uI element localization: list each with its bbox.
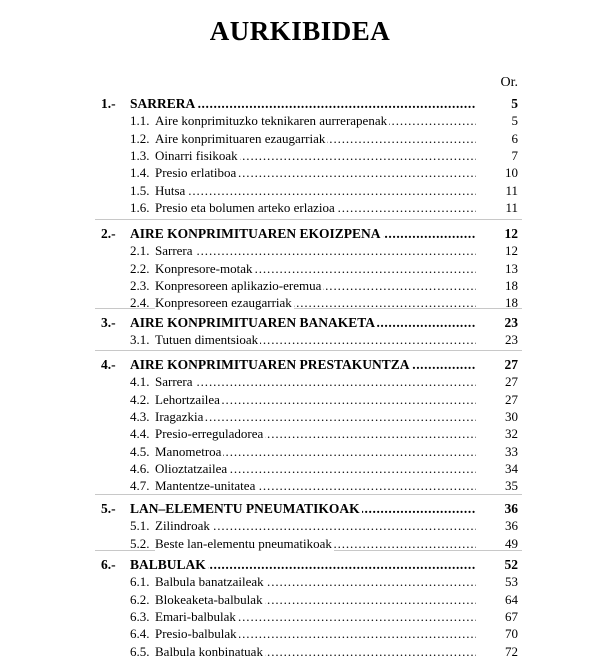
entry-page-number: 49 [505,535,518,551]
entry-page-number: 18 [505,277,518,293]
entry-title: Emari-balbulak [155,608,236,624]
entry-page-number: 11 [505,182,518,198]
entry-title-leader [155,164,476,181]
entry-number: 6.5. [130,643,150,659]
entry-title-leader [155,112,476,129]
entry-page-number: 23 [504,315,518,330]
entry-title: Balbula konbinatuak [155,643,263,659]
entry-title: BALBULAK [130,557,206,572]
toc-section-row[interactable] [0,242,600,259]
toc-chapter-row[interactable] [0,95,600,112]
entry-title-leader [130,356,476,373]
entry-title: Hutsa [155,182,186,198]
entry-page-number: 67 [505,608,518,624]
entry-number: 1.6. [130,199,150,215]
entry-page-number: 70 [505,626,518,642]
entry-title: Presio eta bolumen arteko erlazioa [155,199,335,215]
entry-title-leader [130,225,476,242]
entry-title-leader [130,556,476,573]
entry-page-number: 27 [505,374,518,390]
entry-title: Blokeaketa-balbulak [155,591,263,607]
entry-page-number: 27 [505,391,518,407]
entry-title-leader [155,643,476,660]
entry-page-number: 27 [504,357,518,372]
entry-number: 6.3. [130,608,150,624]
toc-section-row[interactable] [0,331,600,348]
entry-title: Presio-balbulak [155,626,237,642]
entry-title-leader [130,314,476,331]
entry-title: Mantentze-unitatea [155,478,256,494]
entry-title: Aire konprimituzko teknikaren aurrerapenak [155,113,388,129]
entry-title: Tutuen dimentsioak [155,332,259,348]
toc-section-row[interactable] [0,517,600,534]
entry-title-leader [155,408,476,425]
entry-page-number: 34 [505,460,518,476]
entry-page-number: 5 [511,96,518,111]
toc-section-row[interactable] [0,425,600,442]
entry-title-leader [155,147,476,164]
entry-title: Konpresoreen aplikazio-eremua [155,277,322,293]
entry-number: 6.1. [130,574,150,590]
entry-title: AIRE KONPRIMITUAREN BANAKETA [130,315,376,330]
entry-number: 5.1. [130,518,150,534]
entry-page-number: 11 [505,199,518,215]
entry-number: 4.4. [130,426,150,442]
toc-section-row[interactable] [0,277,600,294]
toc-chapter-row[interactable] [0,556,600,573]
entry-number: 3.1. [130,332,150,348]
entry-title: Olioztatzailea [155,460,228,476]
toc-section-row[interactable] [0,591,600,608]
entry-number: 5.2. [130,535,150,551]
entry-title-leader [155,625,476,642]
entry-title: Presio erlatiboa [155,165,237,181]
entry-title: Konpresore-motak [155,260,253,276]
entry-title-leader [155,460,476,477]
toc-section-row[interactable] [0,460,600,477]
entry-title: Lehortzailea [155,391,220,407]
entry-number: 2.- [101,226,116,241]
entry-page-number: 10 [505,165,518,181]
entry-title: Beste lan-elementu pneumatikoak [155,535,332,551]
entry-title: Aire konprimituaren ezaugarriak [155,130,326,146]
entry-title: Presio-erreguladorea [155,426,264,442]
entry-page-number: 52 [504,557,518,572]
entry-title-leader [155,242,476,259]
entry-title: Oinarri fisikoak [155,147,238,163]
entry-title-leader [155,260,476,277]
entry-number: 1.3. [130,147,150,163]
entry-number: 4.6. [130,460,150,476]
entry-page-number: 32 [505,426,518,442]
entry-title: SARRERA [130,96,196,111]
entry-title: Manometroa [155,443,222,459]
entry-page-number: 12 [505,243,518,259]
entry-number: 4.2. [130,391,150,407]
toc-section-row[interactable] [0,625,600,642]
entry-page-number: 18 [505,295,518,311]
entry-number: 6.4. [130,626,150,642]
entry-page-number: 72 [505,643,518,659]
entry-page-number: 5 [511,113,518,129]
toc-section-row[interactable] [0,112,600,129]
section-divider [95,494,522,495]
toc-section-row[interactable] [0,408,600,425]
entry-page-number: 36 [505,518,518,534]
entry-page-number: 30 [505,408,518,424]
section-divider [95,350,522,351]
entry-number: 1.1. [130,113,150,129]
toc-section-row[interactable] [0,182,600,199]
section-divider [95,219,522,220]
entry-page-number: 33 [505,443,518,459]
entry-title-leader [155,182,476,199]
entry-title-leader [155,443,476,460]
toc-section-row[interactable] [0,608,600,625]
toc-chapter-row[interactable] [0,314,600,331]
entry-number: 4.1. [130,374,150,390]
entry-page-number: 13 [505,260,518,276]
entry-title: Sarrera [155,243,193,259]
entry-number: 1.- [101,96,116,111]
entry-title-leader [155,425,476,442]
entry-number: 6.2. [130,591,150,607]
entry-title-leader [155,608,476,625]
entry-page-number: 35 [505,478,518,494]
entry-page-number: 36 [504,501,518,516]
entry-number: 3.- [101,315,116,330]
entry-page-number: 7 [511,147,518,163]
toc-section-row[interactable] [0,199,600,216]
toc-section-row[interactable] [0,147,600,164]
entry-page-number: 64 [505,591,518,607]
entry-title-leader [155,477,476,494]
entry-number: 4.5. [130,443,150,459]
entry-title: AIRE KONPRIMITUAREN EKOIZPENA [130,226,381,241]
entry-title-leader [155,517,476,534]
entry-number: 4.7. [130,478,150,494]
entry-title-leader [155,591,476,608]
entry-title: LAN–ELEMENTU PNEUMATIKOAK [130,501,360,516]
entry-number: 2.2. [130,260,150,276]
entry-title-leader [130,500,476,517]
entry-title: Sarrera [155,374,193,390]
toc-section-row[interactable] [0,164,600,181]
entry-number: 4.3. [130,408,150,424]
page-column-label: Or. [500,75,518,90]
entry-title-leader [130,95,476,112]
entry-page-number: 23 [505,332,518,348]
entry-title-leader [155,573,476,590]
toc-section-row[interactable] [0,443,600,460]
entry-title: Zilindroak [155,518,210,534]
entry-title: AIRE KONPRIMITUAREN PRESTAKUNTZA [130,357,410,372]
toc-chapter-row[interactable] [0,356,600,373]
toc-section-row[interactable] [0,573,600,590]
entry-title: Konpresoreen ezaugarriak [155,295,292,311]
entry-title: Balbula banatzaileak [155,574,264,590]
toc-section-row[interactable] [0,477,600,494]
entry-title-leader [155,199,476,216]
entry-title-leader [155,331,476,348]
entry-title-leader [155,391,476,408]
toc-chapter-row[interactable] [0,225,600,242]
toc-section-row[interactable] [0,373,600,390]
toc-section-row[interactable] [0,130,600,147]
entry-title-leader [155,373,476,390]
entry-number: 2.3. [130,277,150,293]
entry-title: Iragazkia [155,408,204,424]
entry-number: 1.4. [130,165,150,181]
toc-section-row[interactable] [0,643,600,660]
entry-number: 2.4. [130,295,150,311]
page-title: AURKIBIDEA [209,16,391,46]
entry-number: 1.5. [130,182,150,198]
entry-number: 5.- [101,501,116,516]
entry-page-number: 12 [504,226,518,241]
toc-section-row[interactable] [0,260,600,277]
toc-chapter-row[interactable] [0,500,600,517]
entry-title-leader [155,277,476,294]
entry-page-number: 6 [511,130,518,146]
entry-page-number: 53 [505,574,518,590]
entry-number: 4.- [101,357,116,372]
entry-number: 6.- [101,557,116,572]
toc-section-row[interactable] [0,391,600,408]
entry-number: 1.2. [130,130,150,146]
entry-title-leader [155,130,476,147]
entry-number: 2.1. [130,243,150,259]
